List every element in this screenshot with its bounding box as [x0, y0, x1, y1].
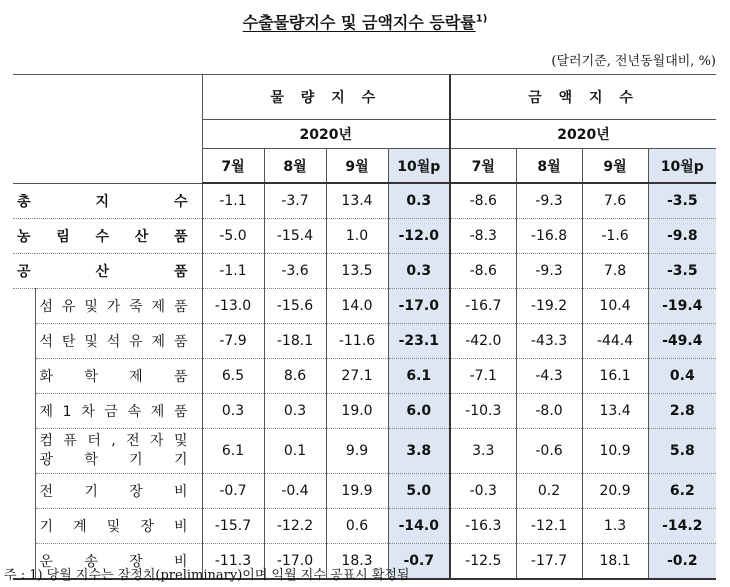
indent-cell	[13, 394, 35, 429]
value-cell: -0.6	[516, 429, 582, 474]
value-cell: -0.2	[648, 544, 716, 580]
value-cell: 0.3	[202, 394, 264, 429]
value-cell: 16.1	[582, 359, 648, 394]
table-row	[13, 183, 716, 219]
value-cell: 14.0	[326, 289, 388, 324]
value-cell: 10.4	[582, 289, 648, 324]
value-cell: -1.1	[202, 254, 264, 289]
value-cell: 0.3	[264, 394, 326, 429]
value-cell: -19.4	[648, 289, 716, 324]
value-cell: -8.3	[450, 219, 516, 254]
value-cell: -7.1	[450, 359, 516, 394]
value-cell: -0.7	[202, 474, 264, 509]
value-cell: -0.4	[264, 474, 326, 509]
value-cell: -44.4	[582, 324, 648, 359]
row-label-line2: 광 학 기 기	[39, 452, 188, 468]
row-label: 공 산 품	[13, 254, 202, 289]
row-label	[35, 429, 202, 474]
value-cell: -12.0	[388, 219, 450, 254]
indent-cell	[13, 509, 35, 544]
year-header-value: 2020년	[450, 120, 716, 149]
value-cell: 13.5	[326, 254, 388, 289]
month-header: 9월	[326, 149, 388, 184]
row-label: 석 탄 및 석 유 제 품	[35, 324, 202, 359]
value-cell: -8.6	[450, 183, 516, 219]
title-footnote-marker: 1)	[475, 13, 488, 25]
value-cell: -5.0	[202, 219, 264, 254]
row-label: 섬 유 및 가 죽 제 품	[35, 289, 202, 324]
row-label: 총 지 수	[13, 183, 202, 219]
month-header: 9월	[582, 149, 648, 184]
value-cell: 13.4	[326, 183, 388, 219]
row-label: 전 기 장 비	[35, 474, 202, 509]
value-cell: -4.3	[516, 359, 582, 394]
value-cell: 8.6	[264, 359, 326, 394]
value-cell: -16.3	[450, 509, 516, 544]
row-label: 화 학 제 품	[35, 359, 202, 394]
value-cell: 2.8	[648, 394, 716, 429]
value-cell: 19.0	[326, 394, 388, 429]
value-cell: -12.5	[450, 544, 516, 580]
index-table	[13, 74, 716, 580]
row-label: 농 림 수 산 품	[13, 219, 202, 254]
value-cell: 1.0	[326, 219, 388, 254]
value-cell: -15.4	[264, 219, 326, 254]
month-header: 8월	[516, 149, 582, 184]
value-cell: -8.0	[516, 394, 582, 429]
table-row	[13, 324, 716, 359]
value-cell: -17.7	[516, 544, 582, 580]
row-label: 제 1 차 금 속 제 품	[35, 394, 202, 429]
value-cell: 6.1	[202, 429, 264, 474]
value-cell: -9.8	[648, 219, 716, 254]
value-cell: 20.9	[582, 474, 648, 509]
value-cell: 1.3	[582, 509, 648, 544]
value-cell: 0.4	[648, 359, 716, 394]
month-header: 8월	[264, 149, 326, 184]
month-header: 7월	[450, 149, 516, 184]
group-header-quantity: 물 량 지 수	[202, 75, 450, 120]
value-cell: -9.3	[516, 183, 582, 219]
value-cell: -14.2	[648, 509, 716, 544]
value-cell: -16.7	[450, 289, 516, 324]
value-cell: -3.6	[264, 254, 326, 289]
value-cell: -23.1	[388, 324, 450, 359]
row-label: 기 계 및 장 비	[35, 509, 202, 544]
value-cell: -12.2	[264, 509, 326, 544]
value-cell: -7.9	[202, 324, 264, 359]
table-row	[13, 359, 716, 394]
table-row	[13, 289, 716, 324]
value-cell: 7.6	[582, 183, 648, 219]
value-cell: -10.3	[450, 394, 516, 429]
value-cell: 3.3	[450, 429, 516, 474]
year-header-quantity: 2020년	[202, 120, 450, 149]
value-cell: -1.6	[582, 219, 648, 254]
value-cell: -13.0	[202, 289, 264, 324]
value-cell: 3.8	[388, 429, 450, 474]
value-cell: -17.0	[264, 544, 326, 580]
value-cell: 27.1	[326, 359, 388, 394]
row-label-line1: 컴 퓨 터 , 전 자 및	[39, 433, 188, 449]
table-row	[13, 509, 716, 544]
footnote: 주 : 1) 당월 지수는 잠정치(preliminary)이며 익월 지수 공표시 확정됨	[4, 568, 410, 583]
value-cell: 6.5	[202, 359, 264, 394]
table-title	[0, 10, 730, 33]
indent-cell	[13, 289, 35, 324]
table-row	[13, 219, 716, 254]
value-cell: -3.5	[648, 183, 716, 219]
table-row	[13, 429, 716, 474]
value-cell: 9.9	[326, 429, 388, 474]
value-cell: -8.6	[450, 254, 516, 289]
value-cell: -1.1	[202, 183, 264, 219]
value-cell: -42.0	[450, 324, 516, 359]
unit-note: (달러기준, 전년동월대비, %)	[551, 54, 716, 69]
value-cell: -14.0	[388, 509, 450, 544]
value-cell: 0.3	[388, 183, 450, 219]
title-text: 수출물량지수 및 금액지수 등락률	[242, 13, 476, 32]
corner-cell	[13, 75, 202, 184]
value-cell: 7.8	[582, 254, 648, 289]
value-cell: -0.7	[388, 544, 450, 580]
value-cell: -18.1	[264, 324, 326, 359]
value-cell: -12.1	[516, 509, 582, 544]
value-cell: -11.6	[326, 324, 388, 359]
value-cell: -15.7	[202, 509, 264, 544]
value-cell: 0.2	[516, 474, 582, 509]
value-cell: -19.2	[516, 289, 582, 324]
table-row	[13, 474, 716, 509]
value-cell: 6.0	[388, 394, 450, 429]
value-cell: 5.8	[648, 429, 716, 474]
value-cell: -49.4	[648, 324, 716, 359]
value-cell: 0.3	[388, 254, 450, 289]
indent-cell	[13, 474, 35, 509]
value-cell: 6.1	[388, 359, 450, 394]
month-header-current: 10월p	[648, 149, 716, 184]
value-cell: -11.3	[202, 544, 264, 580]
value-cell: 13.4	[582, 394, 648, 429]
group-header-value: 금 액 지 수	[450, 75, 716, 120]
value-cell: 0.1	[264, 429, 326, 474]
row-label: 운 송 장 비	[35, 544, 202, 580]
value-cell: -9.3	[516, 254, 582, 289]
value-cell: 18.3	[326, 544, 388, 580]
value-cell: -3.5	[648, 254, 716, 289]
value-cell: -43.3	[516, 324, 582, 359]
table-row	[13, 254, 716, 289]
value-cell: -16.8	[516, 219, 582, 254]
indent-cell	[13, 429, 35, 474]
value-cell: 18.1	[582, 544, 648, 580]
value-cell: -15.6	[264, 289, 326, 324]
value-cell: 10.9	[582, 429, 648, 474]
indent-cell	[13, 359, 35, 394]
value-cell: -0.3	[450, 474, 516, 509]
value-cell: 6.2	[648, 474, 716, 509]
table-row	[13, 394, 716, 429]
value-cell: -3.7	[264, 183, 326, 219]
indent-cell	[13, 324, 35, 359]
value-cell: 5.0	[388, 474, 450, 509]
month-header-current: 10월p	[388, 149, 450, 184]
value-cell: 0.6	[326, 509, 388, 544]
month-header: 7월	[202, 149, 264, 184]
value-cell: 19.9	[326, 474, 388, 509]
value-cell: -17.0	[388, 289, 450, 324]
